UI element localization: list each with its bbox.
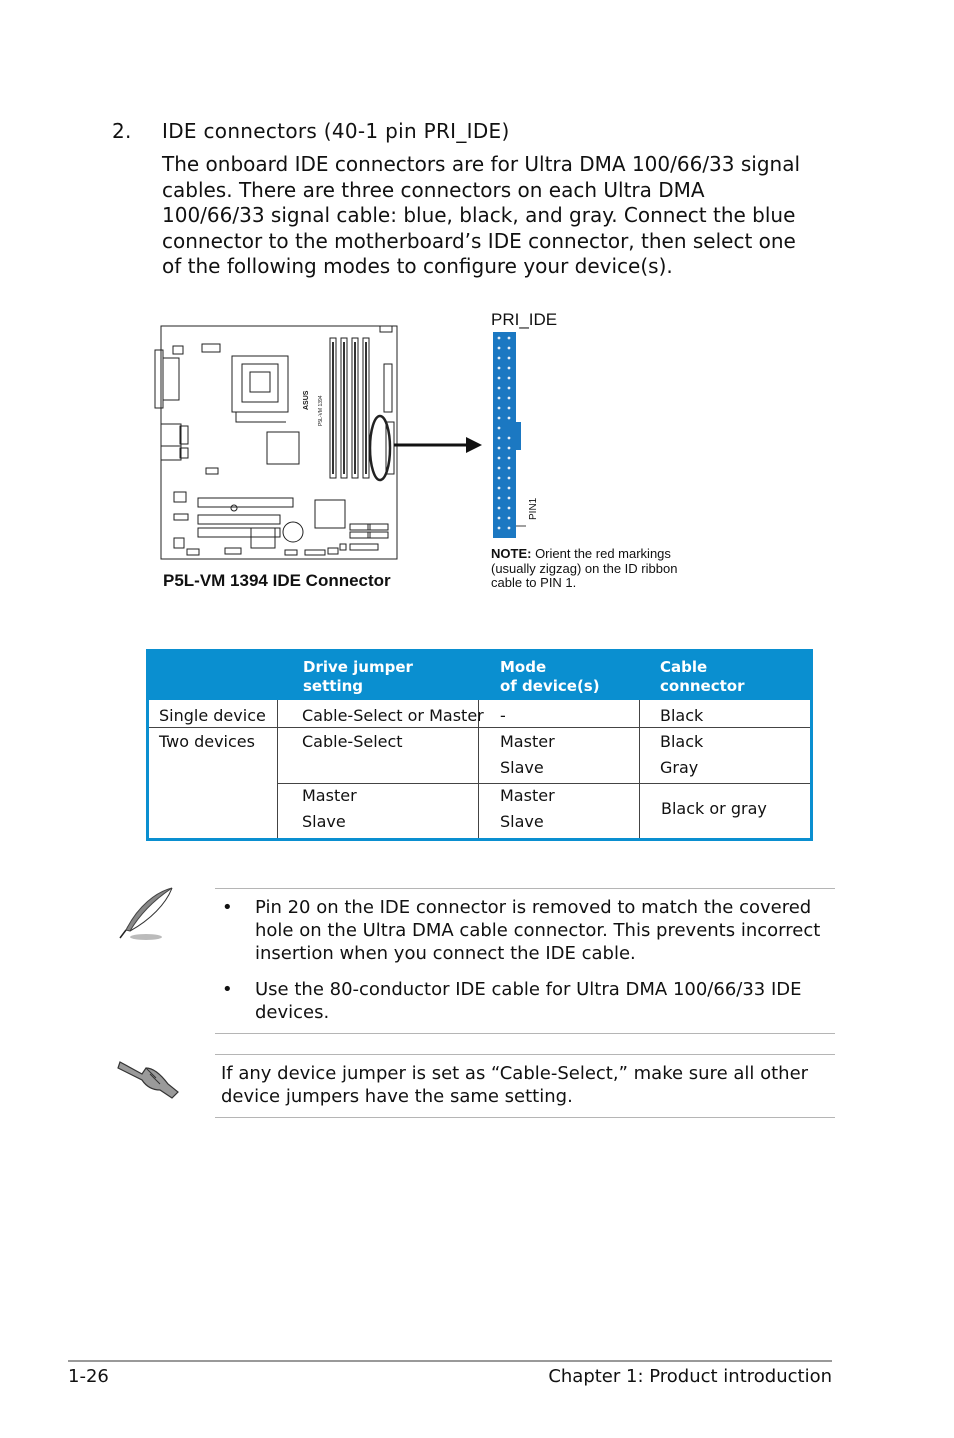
table-row-2-mode-2: Slave bbox=[500, 758, 544, 777]
connector-pin bbox=[508, 467, 511, 470]
table-row-3-jumper-2: Slave bbox=[302, 812, 346, 831]
connector-pin bbox=[498, 517, 501, 520]
connector-pin bbox=[508, 367, 511, 370]
connector-pin bbox=[508, 487, 511, 490]
header-drive-jumper: Drive jumper setting bbox=[303, 658, 413, 695]
connector-pin bbox=[498, 437, 501, 440]
note-item-2-text: Use the 80-conductor IDE cable for Ultra DMA 100/66/33 IDE devices. bbox=[255, 979, 802, 1023]
connector-pin bbox=[508, 437, 511, 440]
note-text: Orient the red markings (usually zigzag) on the ID ribbon cable to PIN 1. bbox=[491, 546, 678, 590]
pointing-hand-icon bbox=[116, 1050, 182, 1102]
connector-pin bbox=[498, 497, 501, 500]
connector-pin bbox=[508, 447, 511, 450]
connector-pin bbox=[508, 477, 511, 480]
note-label: NOTE: bbox=[491, 546, 532, 561]
notes-list bbox=[222, 896, 834, 1037]
bullet-dot: • bbox=[222, 897, 233, 918]
board-caption: P5L-VM 1394 IDE Connector bbox=[163, 571, 391, 590]
connector-pin bbox=[498, 507, 501, 510]
connector-pin bbox=[498, 417, 501, 420]
connector-pin bbox=[508, 407, 511, 410]
jumper-table bbox=[146, 649, 813, 841]
connector-pin bbox=[508, 497, 511, 500]
table-row-2-cable-1: Black bbox=[660, 732, 704, 751]
note-item-1-text: Pin 20 on the IDE connector is removed to match the covered hole on the Ultra DMA cable connector. This prevents incorrect insertion when you connect the IDE cable. bbox=[255, 897, 821, 964]
table-row-1-device: Single device bbox=[159, 706, 266, 725]
footer-rule bbox=[68, 1360, 832, 1362]
connector-pin bbox=[508, 357, 511, 360]
feather-pen-icon bbox=[116, 884, 178, 942]
table-row-2-device: Two devices bbox=[159, 732, 255, 751]
connector-pin bbox=[498, 357, 501, 360]
connector-pin bbox=[498, 407, 501, 410]
table-row-3-cable: Black or gray bbox=[661, 799, 767, 818]
connector-pin bbox=[498, 487, 501, 490]
connector-pin bbox=[508, 527, 511, 530]
table-header bbox=[149, 652, 810, 700]
table-row-3-jumper-1: Master bbox=[302, 786, 357, 805]
connector-pin bbox=[498, 387, 501, 390]
table-row-3-mode-1: Master bbox=[500, 786, 555, 805]
connector-pin bbox=[498, 477, 501, 480]
connector-pin bbox=[498, 447, 501, 450]
table-row-2-cable-2: Gray bbox=[660, 758, 699, 777]
note-item-1 bbox=[222, 896, 834, 965]
page-number: 1-26 bbox=[68, 1366, 109, 1387]
connector-pin bbox=[508, 397, 511, 400]
connector-pin bbox=[508, 417, 511, 420]
section-number: 2. bbox=[112, 119, 132, 143]
connector-pin bbox=[498, 367, 501, 370]
header-mode: Mode of device(s) bbox=[500, 658, 600, 695]
connector-pin bbox=[508, 337, 511, 340]
connector-pin bbox=[498, 427, 501, 430]
connector-pin bbox=[498, 337, 501, 340]
connector-pin bbox=[498, 467, 501, 470]
section-title: IDE connectors (40-1 pin PRI_IDE) bbox=[162, 119, 510, 143]
table-row-1-jumper: Cable-Select or Master bbox=[302, 706, 484, 725]
orientation-note bbox=[491, 547, 701, 591]
table-row-1-mode: - bbox=[500, 706, 506, 725]
connector-pin bbox=[508, 507, 511, 510]
table-row-2-mode-1: Master bbox=[500, 732, 555, 751]
connector-pin bbox=[508, 347, 511, 350]
ide-highlight-ring bbox=[370, 416, 390, 480]
table-row-2-jumper: Cable-Select bbox=[302, 732, 403, 751]
pri-ide-connector bbox=[490, 330, 530, 542]
connector-pin bbox=[508, 517, 511, 520]
pin1-label: PIN1 bbox=[528, 497, 539, 520]
header-cable: Cable connector bbox=[660, 658, 745, 695]
table-row-3-mode-2: Slave bbox=[500, 812, 544, 831]
caution-text: If any device jumper is set as “Cable-Select,” make sure all other device jumpers have the same setting. bbox=[221, 1063, 809, 1107]
note-item-2 bbox=[222, 978, 834, 1024]
connector-pin bbox=[498, 527, 501, 530]
asus-logo: ASUS bbox=[303, 390, 310, 410]
connector-pin bbox=[498, 377, 501, 380]
board-silkscreen-label: P5L-VM 1394 bbox=[318, 395, 324, 426]
motherboard-diagram bbox=[150, 318, 490, 568]
chapter-title: Chapter 1: Product introduction bbox=[548, 1366, 832, 1387]
section-heading bbox=[112, 119, 510, 143]
table-row-1-cable: Black bbox=[660, 706, 704, 725]
connector-pin bbox=[498, 457, 501, 460]
connector-pin bbox=[498, 397, 501, 400]
connector-pin bbox=[508, 387, 511, 390]
connector-label: PRI_IDE bbox=[491, 310, 558, 329]
connector-pin bbox=[498, 347, 501, 350]
intro-paragraph: The onboard IDE connectors are for Ultra DMA 100/66/33 signal cables. There are three connectors on each Ultra DMA 100/66/33 signal cable: blue, black, and gray. Connect the blue connector to the motherboard’s IDE connector, then select one of the following modes to configure your device(s). bbox=[162, 152, 801, 278]
connector-pin bbox=[508, 457, 511, 460]
bullet-dot: • bbox=[222, 979, 233, 1000]
connector-pin bbox=[508, 377, 511, 380]
